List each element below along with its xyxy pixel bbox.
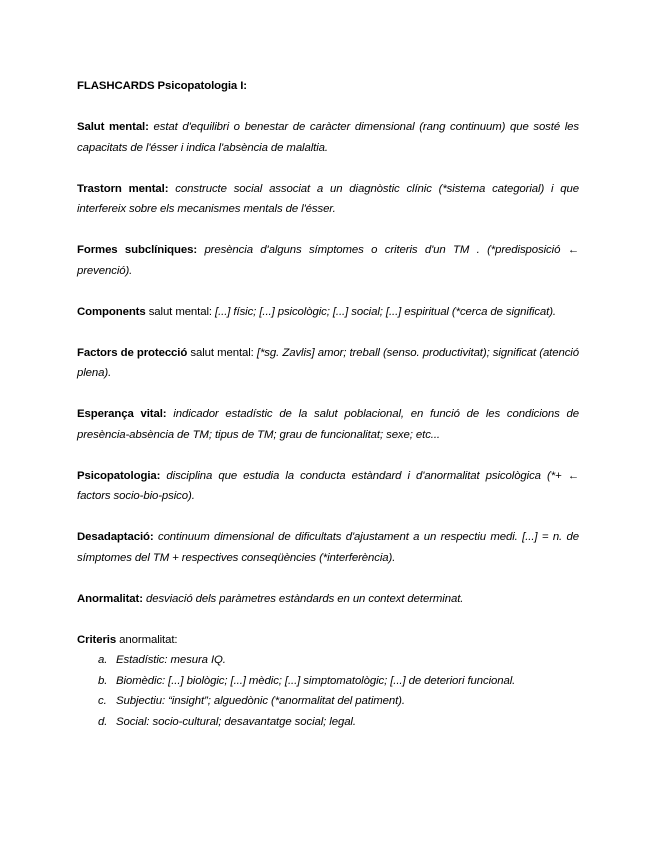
entry-term: Desadaptació: — [77, 531, 154, 543]
flashcard-entry — [77, 117, 579, 158]
entry-term: Formes subclíniques: — [77, 244, 198, 256]
entry-definition: presència d'alguns símptomes o criteris d'un TM . (*predisposició ← prevenció). — [77, 244, 579, 277]
entry-definition: desviació dels paràmetres estàndards en un context determinat. — [145, 592, 464, 605]
entry-definition: constructe social associat a un diagnòstic clínic (*sistema categorial) i que interfereix sobre els mecanismes mentals de l'ésser. — [77, 182, 579, 215]
flashcard-entry — [77, 466, 579, 507]
entry-definition: continuum dimensional de dificultats d'ajustament a un respectiu medi. [...] = n. de símptomes del TM + respectives conseqüències (*interferència). — [77, 531, 579, 564]
entry-plain-text: salut mental: — [190, 346, 254, 359]
flashcard-entry — [77, 179, 579, 220]
entry-term: Esperança vital: — [77, 408, 167, 420]
criteria-item — [77, 671, 579, 692]
entry-definition: [...] físic; [...] psicològic; [...] social; [...] espiritual (*cerca de significat). — [215, 305, 556, 318]
criteria-item-marker: b. — [98, 674, 108, 687]
entry-definition: indicador estadístic de la salut poblacional, en funció de les condicions de presència-absència de TM; tipus de TM; grau de funcionalitat; sexe; etc... — [77, 408, 579, 441]
flashcard-entry — [77, 404, 579, 445]
criteria-item-marker: a. — [98, 654, 108, 666]
criteria-item — [77, 712, 579, 733]
flashcard-list — [77, 117, 579, 609]
flashcard-entry — [77, 240, 579, 281]
criteria-item-text: Subjectiu: “insight”; alguedònic (*anormalitat del patiment). — [116, 695, 405, 707]
entry-definition: disciplina que estudia la conducta estàndard i d'anormalitat psicològica (*+ ← factors socio-bio-psico). — [77, 469, 579, 502]
criteria-item-marker: d. — [98, 715, 108, 728]
entry-term: Anormalitat: — [77, 592, 143, 605]
entry-term: Psicopatologia: — [77, 469, 161, 482]
document-title: FLASHCARDS Psicopatologia I: — [77, 80, 247, 92]
flashcard-entry — [77, 302, 579, 323]
criteria-item — [77, 691, 579, 712]
entry-term: Salut mental: — [77, 121, 149, 133]
entry-term: Components — [77, 305, 146, 318]
criteria-term: Criteris — [77, 633, 117, 646]
entry-plain-text: salut mental: — [148, 305, 212, 318]
criteria-item-text: Social: socio-cultural; desavantatge social; legal. — [116, 715, 356, 728]
criteria-item-text: Biomèdic: [...] biològic; [...] mèdic; [...] simptomatològic; [...] de deteriori funcional. — [116, 674, 516, 687]
entry-term: Factors de protecció — [77, 346, 188, 359]
flashcard-entry — [77, 589, 579, 610]
criteria-list — [77, 650, 579, 732]
criteria-plain-text: anormalitat: — [119, 633, 178, 646]
entry-term: Trastorn mental: — [77, 182, 169, 195]
criteria-item-text: Estadístic: mesura IQ. — [116, 654, 226, 666]
criteria-item-marker: c. — [98, 695, 107, 707]
entry-definition: estat d'equilibri o benestar de caràcter dimensional (rang continuum) que sosté les capacitats de l'ésser i indica l'absència de malaltia. — [77, 121, 579, 154]
entry-definition: [*sg. Zavlis] amor; treball (senso. productivitat); significat (atenció plena). — [77, 346, 579, 379]
flashcard-entry — [77, 343, 579, 384]
criteria-item — [77, 650, 579, 671]
flashcard-entry — [77, 527, 579, 568]
criteria-heading — [77, 630, 579, 651]
document-page — [77, 76, 579, 732]
